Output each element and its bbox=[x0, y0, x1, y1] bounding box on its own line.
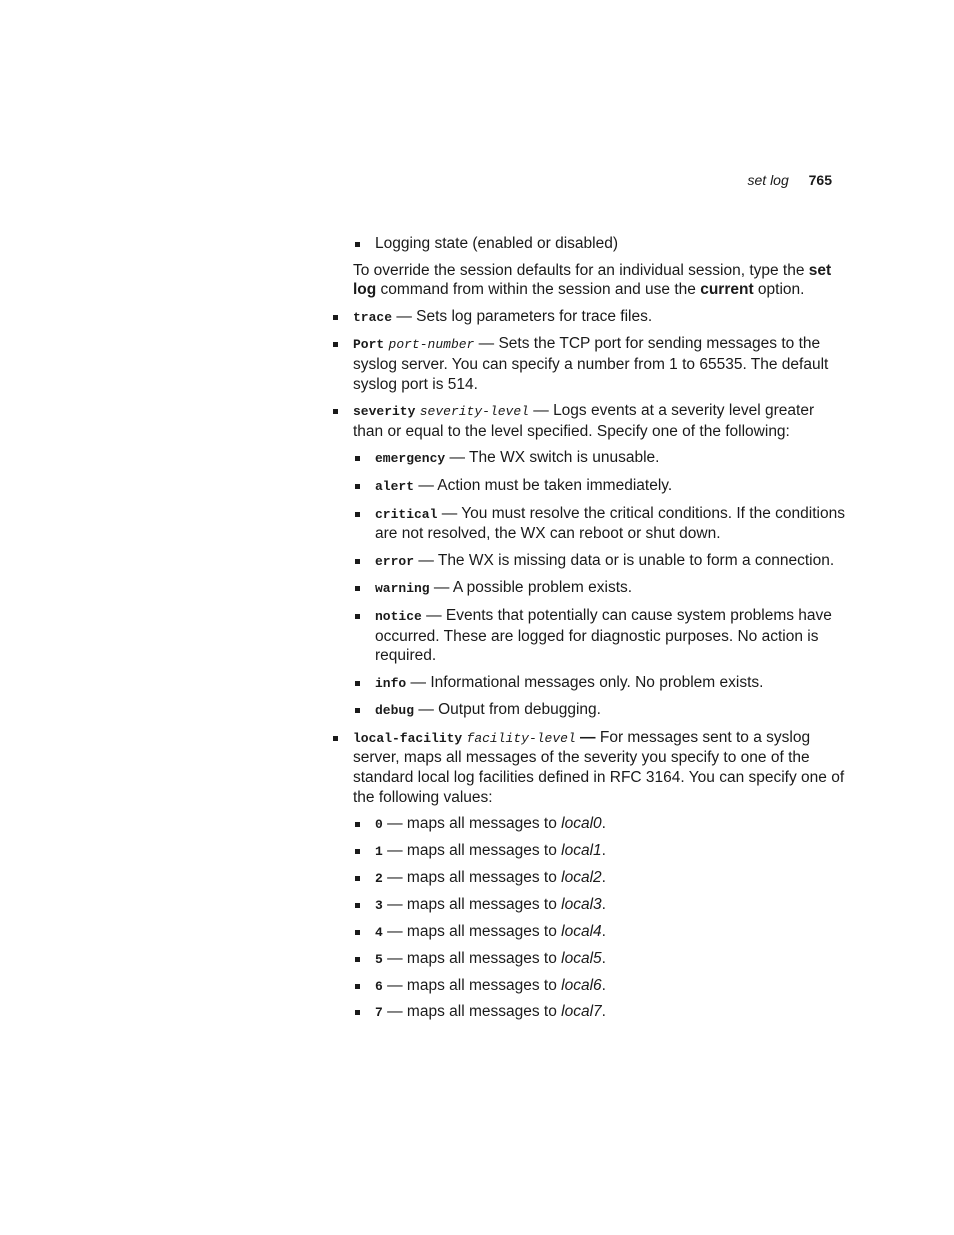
option-name: current bbox=[700, 281, 754, 299]
list-item-value: 5 — maps all messages to local5. bbox=[375, 949, 845, 970]
bullet-icon bbox=[355, 822, 360, 827]
bullet-icon bbox=[355, 849, 360, 854]
bullet-icon bbox=[355, 708, 360, 713]
bullet-icon bbox=[355, 681, 360, 686]
body-content bbox=[353, 234, 845, 1029]
running-header bbox=[748, 171, 833, 191]
list-item-local-facility: local-facility facility-level — For messages sent to a syslog server, maps all messages of the severity you specify to one of the standard local log facilities defined in RFC 3164. You can specify one of the following values: bbox=[353, 728, 845, 807]
list-item-level: alert — Action must be taken immediately. bbox=[375, 476, 845, 497]
keyword: severity bbox=[353, 404, 416, 420]
list-item-logging-state bbox=[375, 234, 845, 254]
section-title: set log bbox=[747, 172, 789, 188]
bullet-icon bbox=[333, 736, 338, 741]
list-item-severity: severity severity-level — Logs events at a severity level greater than or equal to the level specified. Specify one of the following: bbox=[353, 401, 845, 441]
list-item-port: Port port-number — Sets the TCP port for sending messages to the syslog server. You can specify a number from 1 to 65535. The default syslog port is 514. bbox=[353, 334, 845, 394]
bullet-icon bbox=[333, 342, 338, 347]
list-item-level: error — The WX is missing data or is unable to form a connection. bbox=[375, 551, 845, 572]
keyword: Port bbox=[353, 337, 385, 353]
argument: facility-level bbox=[466, 730, 576, 746]
bullet-icon bbox=[355, 456, 360, 461]
override-paragraph: To override the session defaults for an individual session, type the set log command from within the session and use the current option. bbox=[353, 261, 832, 299]
bullet-icon bbox=[355, 512, 360, 517]
bullet-icon bbox=[333, 315, 338, 320]
keyword: trace bbox=[353, 309, 393, 325]
bullet-icon bbox=[333, 409, 338, 414]
list-item-text: Logging state (enabled or disabled) bbox=[375, 235, 619, 252]
bullet-icon bbox=[355, 586, 360, 591]
list-item-value: 7 — maps all messages to local7. bbox=[375, 1002, 845, 1023]
list-item-trace: trace — Sets log parameters for trace files. bbox=[353, 307, 845, 328]
bullet-icon bbox=[355, 484, 360, 489]
list-item-level: debug — Output from debugging. bbox=[375, 700, 845, 721]
argument: severity-level bbox=[419, 404, 529, 420]
bullet-icon bbox=[355, 559, 360, 564]
bullet-icon bbox=[355, 957, 360, 962]
severity-levels-list bbox=[353, 448, 845, 721]
keyword: local-facility bbox=[353, 730, 463, 746]
bullet-icon bbox=[355, 242, 360, 247]
list-item-value: 1 — maps all messages to local1. bbox=[375, 841, 845, 862]
facility-values-list bbox=[353, 814, 845, 1023]
command-name: set log bbox=[353, 261, 832, 299]
list-item-value: 2 — maps all messages to local2. bbox=[375, 868, 845, 889]
page-number: 765 bbox=[808, 172, 832, 188]
list-item-level: notice — Events that potentially can cause system problems have occurred. These are logged for diagnostic purposes. No action is required. bbox=[375, 606, 845, 666]
argument: port-number bbox=[388, 337, 475, 353]
list-item-level: emergency — The WX switch is unusable. bbox=[375, 448, 845, 469]
list-item-level: critical — You must resolve the critical conditions. If the conditions are not resolved, the WX can reboot or shut down. bbox=[375, 504, 845, 544]
bullet-icon bbox=[355, 903, 360, 908]
list-item-level: warning — A possible problem exists. bbox=[375, 578, 845, 599]
list-item-level: info — Informational messages only. No problem exists. bbox=[375, 673, 845, 694]
bullet-icon bbox=[355, 614, 360, 619]
bullet-icon bbox=[355, 930, 360, 935]
list-item-value: 4 — maps all messages to local4. bbox=[375, 922, 845, 943]
list-item-value: 3 — maps all messages to local3. bbox=[375, 895, 845, 916]
bullet-icon bbox=[355, 984, 360, 989]
bullet-icon bbox=[355, 876, 360, 881]
list-item-value: 0 — maps all messages to local0. bbox=[375, 814, 845, 835]
list-item-value: 6 — maps all messages to local6. bbox=[375, 976, 845, 997]
bullet-icon bbox=[355, 1010, 360, 1015]
